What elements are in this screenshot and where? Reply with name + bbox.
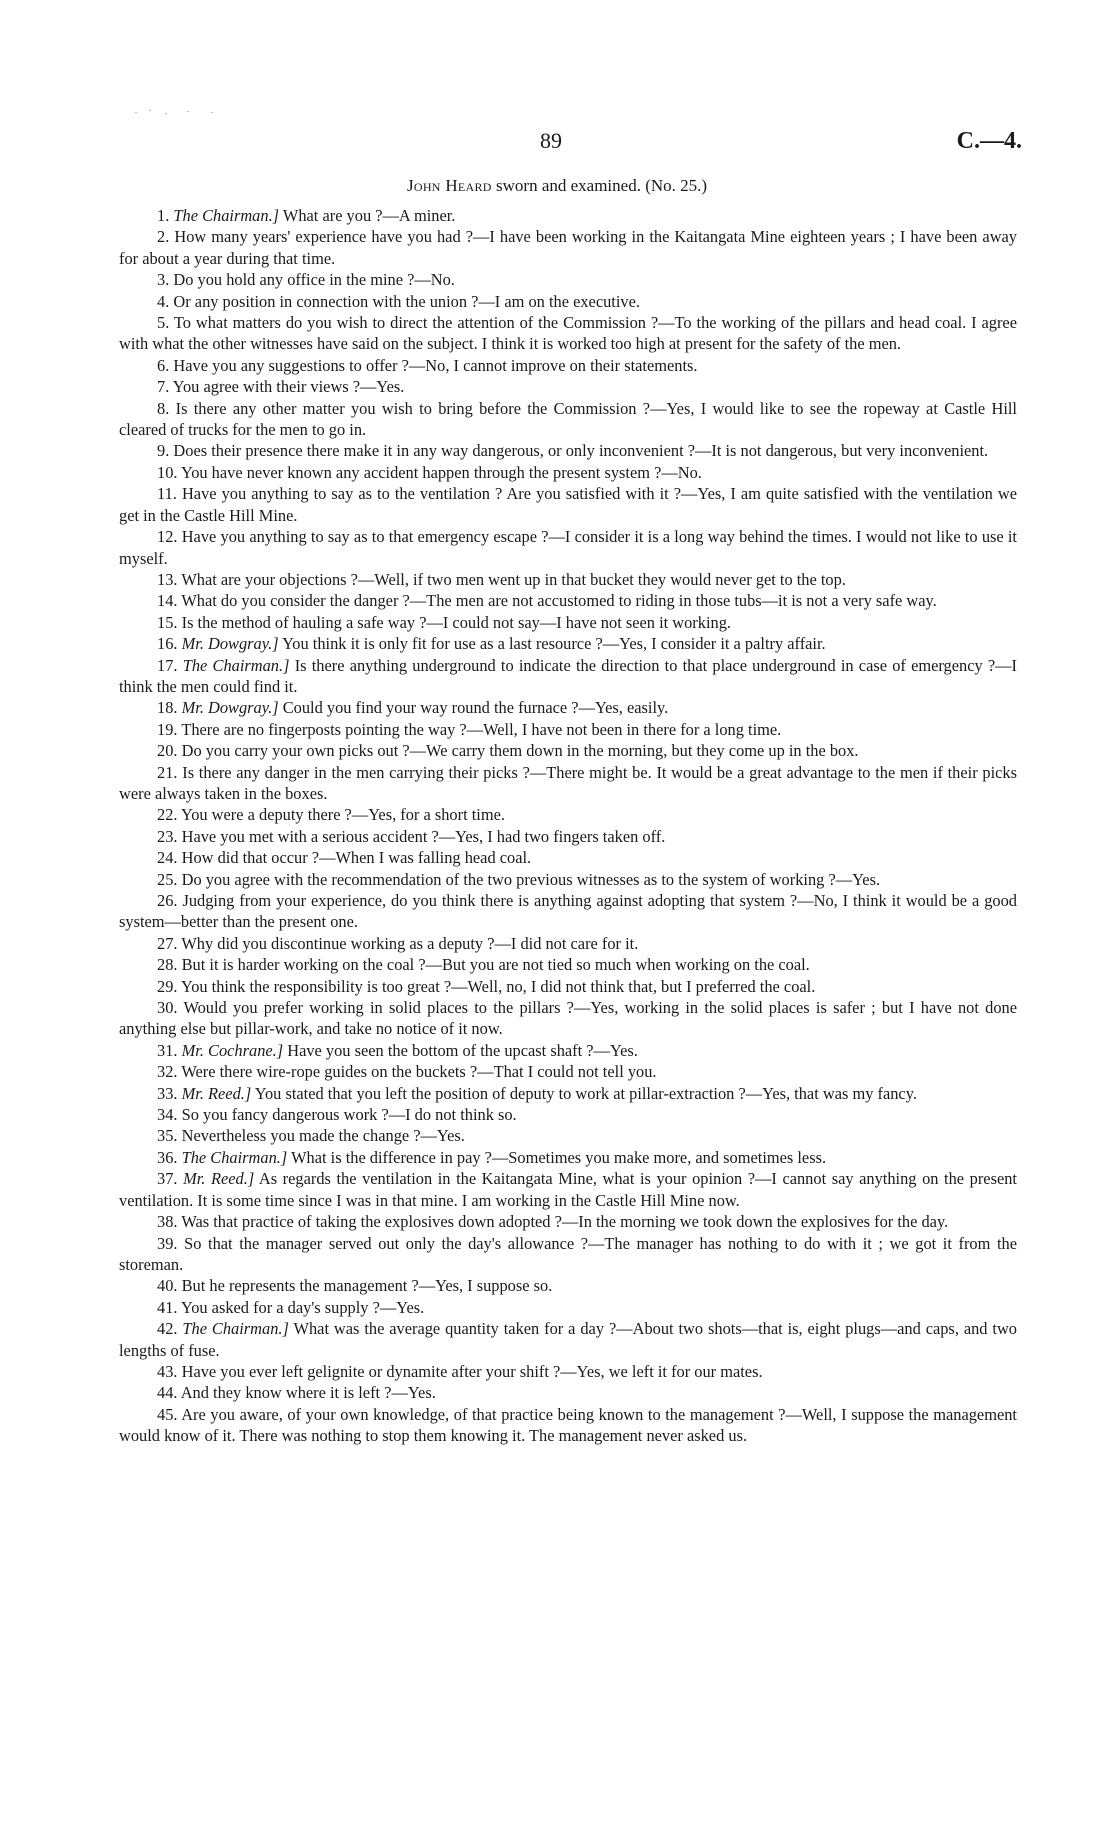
question-text: What do you consider the danger ?—The men are not accustomed to riding in those tubs—it is not a very safe way. bbox=[181, 591, 937, 611]
testimony-paragraph bbox=[119, 1168, 1017, 1211]
testimony-paragraph bbox=[119, 719, 1017, 740]
witness-name: John Heard bbox=[406, 176, 492, 195]
speaker-label: The Chairman.] bbox=[173, 206, 280, 225]
question-text: Do you carry your own picks out ?—We carry them down in the morning, but they come up in the box. bbox=[181, 741, 859, 761]
testimony-paragraph bbox=[119, 269, 1017, 290]
question-number: 38. bbox=[157, 1212, 178, 1232]
testimony-paragraph bbox=[119, 1147, 1017, 1168]
question-text: Nevertheless you made the change ?—Yes. bbox=[181, 1126, 465, 1146]
question-text: Was that practice of taking the explosives down adopted ?—In the morning we took down the explosives for the day. bbox=[181, 1212, 949, 1232]
question-number: 34. bbox=[157, 1105, 178, 1125]
speaker-label: The Chairman.] bbox=[182, 655, 290, 675]
testimony-paragraph bbox=[119, 1275, 1017, 1296]
question-number: 2. bbox=[157, 227, 170, 247]
question-number: 10. bbox=[157, 462, 178, 482]
question-text: So you fancy dangerous work ?—I do not think so. bbox=[181, 1105, 517, 1125]
testimony-paragraph bbox=[119, 462, 1017, 483]
testimony-paragraph bbox=[119, 1083, 1017, 1104]
testimony-paragraph bbox=[119, 205, 1017, 226]
testimony-paragraph bbox=[119, 954, 1017, 975]
question-text: You stated that you left the position of deputy to work at pillar-extraction ?—Yes, that was my fancy. bbox=[251, 1083, 917, 1103]
question-text: What was the average quantity taken for a day ?—About two shots—that is, eight plugs—and caps, and two lengths of fuse. bbox=[119, 1319, 1017, 1360]
testimony-paragraph bbox=[119, 762, 1017, 805]
testimony-paragraph bbox=[119, 1104, 1017, 1125]
testimony-paragraph bbox=[119, 890, 1017, 933]
speaker-label: Mr. Reed.] bbox=[181, 1083, 252, 1103]
testimony-paragraph bbox=[119, 933, 1017, 954]
speaker-label: Mr. Dowgray.] bbox=[181, 634, 279, 654]
question-number: 23. bbox=[157, 826, 178, 846]
question-number: 7. bbox=[157, 377, 170, 397]
question-text: You were a deputy there ?—Yes, for a short time. bbox=[181, 805, 505, 825]
question-text: Do you agree with the recommendation of the two previous witnesses as to the system of working ?—Yes. bbox=[181, 869, 881, 889]
question-text: Were there wire-rope guides on the buckets ?—That I could not tell you. bbox=[181, 1062, 657, 1082]
question-number: 1. bbox=[157, 206, 170, 225]
question-number: 36. bbox=[157, 1147, 178, 1167]
question-text: You asked for a day's supply ?—Yes. bbox=[181, 1297, 425, 1317]
question-number: 37. bbox=[157, 1169, 178, 1189]
question-number: 32. bbox=[157, 1062, 178, 1082]
question-number: 12. bbox=[157, 527, 178, 547]
testimony-paragraph bbox=[119, 633, 1017, 654]
testimony-paragraph bbox=[119, 398, 1017, 441]
testimony-paragraph bbox=[119, 590, 1017, 611]
question-text: And they know where it is left ?—Yes. bbox=[180, 1383, 436, 1403]
question-text: Why did you discontinue working as a deputy ?—I did not care for it. bbox=[181, 933, 639, 953]
question-text: Have you any suggestions to offer ?—No, I cannot improve on their statements. bbox=[173, 355, 698, 375]
question-text: You think the responsibility is too great ?—Well, no, I did not think that, but I preferred the coal. bbox=[181, 976, 816, 996]
question-number: 13. bbox=[157, 569, 178, 589]
testimony-paragraph bbox=[119, 655, 1017, 698]
testimony-paragraph bbox=[119, 612, 1017, 633]
question-text: There are no fingerposts pointing the way ?—Well, I have not been in there for a long time. bbox=[181, 719, 782, 739]
testimony-paragraph bbox=[119, 804, 1017, 825]
testimony-paragraph bbox=[119, 440, 1017, 461]
testimony-paragraph bbox=[119, 1061, 1017, 1082]
question-text: Judging from your experience, do you think there is anything against adopting that system ?—No, I think it would be a good system—better than the present one. bbox=[119, 891, 1017, 932]
question-number: 42. bbox=[157, 1319, 178, 1339]
testimony-paragraph bbox=[119, 1404, 1017, 1447]
question-number: 24. bbox=[157, 848, 178, 868]
heading-rest: sworn and examined. (No. 25.) bbox=[491, 176, 708, 195]
question-number: 3. bbox=[157, 270, 170, 290]
question-text: Have you ever left gelignite or dynamite after your shift ?—Yes, we left it for our mates. bbox=[181, 1361, 763, 1381]
question-number: 31. bbox=[157, 1040, 178, 1060]
testimony-paragraph bbox=[119, 976, 1017, 997]
question-number: 14. bbox=[157, 591, 178, 611]
testimony-paragraph bbox=[119, 697, 1017, 718]
question-text: Does their presence there make it in any way dangerous, or only inconvenient ?—It is not dangerous, but very inconvenient. bbox=[173, 441, 989, 461]
testimony-paragraph bbox=[119, 826, 1017, 847]
question-text: You think it is only fit for use as a last resource ?—Yes, I consider it a paltry affair. bbox=[278, 634, 826, 654]
question-number: 33. bbox=[157, 1083, 178, 1103]
testimony-paragraph bbox=[119, 1233, 1017, 1276]
question-text: You agree with their views ?—Yes. bbox=[172, 377, 405, 397]
testimony-paragraph bbox=[119, 1361, 1017, 1382]
testimony-paragraph bbox=[119, 997, 1017, 1040]
testimony-paragraph bbox=[119, 1297, 1017, 1318]
question-text: What are your objections ?—Well, if two men went up in that bucket they would never get to the top. bbox=[181, 569, 846, 589]
testimony-paragraph bbox=[119, 1211, 1017, 1232]
testimony-paragraph bbox=[119, 569, 1017, 590]
speaker-label: Mr. Reed.] bbox=[183, 1169, 255, 1189]
question-text: You have never known any accident happen through the present system ?—No. bbox=[181, 462, 702, 482]
testimony-paragraph bbox=[119, 355, 1017, 376]
page-number: 89 bbox=[540, 128, 562, 153]
question-number: 30. bbox=[157, 998, 178, 1018]
question-text: Have you anything to say as to the ventilation ? Are you satisfied with it ?—Yes, I am quite satisfied with the ventilation we get in the Castle Hill Mine. bbox=[119, 484, 1017, 525]
question-text: Would you prefer working in solid places to the pillars ?—Yes, working in the solid places is safer ; but I have not done anything else but pillar-work, and take no notice of it now. bbox=[119, 998, 1017, 1039]
question-number: 25. bbox=[157, 869, 178, 889]
question-number: 4. bbox=[157, 291, 170, 311]
question-number: 17. bbox=[157, 655, 178, 675]
question-text: Have you met with a serious accident ?—Yes, I had two fingers taken off. bbox=[181, 826, 666, 846]
question-text: Is there any other matter you wish to bring before the Commission ?—Yes, I would like to see the ropeway at Castle Hill cleared of trucks for the men to go in. bbox=[119, 398, 1017, 440]
question-number: 5. bbox=[157, 313, 170, 333]
question-number: 43. bbox=[157, 1361, 178, 1381]
question-number: 44. bbox=[157, 1383, 178, 1403]
question-text: But he represents the management ?—Yes, I suppose so. bbox=[181, 1276, 553, 1296]
question-number: 15. bbox=[157, 612, 178, 632]
question-number: 35. bbox=[157, 1126, 178, 1146]
scan-specks bbox=[135, 110, 225, 118]
testimony-paragraph bbox=[119, 1382, 1017, 1403]
question-number: 16. bbox=[157, 634, 178, 654]
question-text: Are you aware, of your own knowledge, of that practice being known to the management ?—Well, I suppose the management would know of it. There was nothing to stop them knowing it. The management never asked us. bbox=[119, 1404, 1017, 1446]
testimony-paragraph bbox=[119, 376, 1017, 397]
question-number: 29. bbox=[157, 976, 178, 996]
question-text: What is the difference in pay ?—Sometimes you make more, and sometimes less. bbox=[287, 1147, 827, 1167]
speaker-label: The Chairman.] bbox=[181, 1147, 288, 1167]
question-number: 40. bbox=[157, 1276, 178, 1296]
section-heading bbox=[0, 176, 1114, 196]
speaker-label: Mr. Cochrane.] bbox=[181, 1040, 284, 1060]
speaker-label: The Chairman.] bbox=[182, 1319, 289, 1339]
question-number: 9. bbox=[157, 441, 170, 461]
question-number: 6. bbox=[157, 355, 170, 375]
testimony-paragraph bbox=[119, 740, 1017, 761]
question-text: What are you ?—A miner. bbox=[279, 206, 456, 225]
question-number: 45. bbox=[157, 1404, 178, 1424]
question-text: As regards the ventilation in the Kaitangata Mine, what is your opinion ?—I cannot say anything on the present ventilation. It is some time since I was in that mine. I am working in the Castle Hill Mine now. bbox=[119, 1169, 1017, 1210]
question-text: Or any position in connection with the union ?—I am on the executive. bbox=[173, 291, 640, 311]
question-number: 41. bbox=[157, 1297, 178, 1317]
question-text: Is there anything underground to indicate the direction to that place underground in case of emergency ?—I think the men could find it. bbox=[119, 655, 1017, 696]
testimony-paragraph bbox=[119, 1318, 1017, 1361]
question-text: Do you hold any office in the mine ?—No. bbox=[173, 270, 455, 290]
testimony-paragraph bbox=[119, 483, 1017, 526]
testimony-paragraph bbox=[119, 312, 1017, 355]
question-number: 26. bbox=[157, 891, 178, 910]
question-text: To what matters do you wish to direct the attention of the Commission ?—To the working of the pillars and head coal. I agree with what the other witnesses have said on the subject. I think it is worked too high at present for the safety of the men. bbox=[119, 313, 1017, 354]
question-number: 27. bbox=[157, 933, 178, 953]
question-text: So that the manager served out only the day's allowance ?—The manager has nothing to do with it ; we got it from the storeman. bbox=[119, 1233, 1017, 1274]
question-number: 22. bbox=[157, 805, 178, 825]
question-number: 18. bbox=[157, 698, 178, 718]
testimony-paragraph bbox=[119, 526, 1017, 569]
question-text: How did that occur ?—When I was falling head coal. bbox=[181, 848, 532, 868]
page-header bbox=[0, 128, 1114, 158]
question-number: 19. bbox=[157, 719, 178, 739]
question-text: But it is harder working on the coal ?—But you are not tied so much when working on the coal. bbox=[181, 955, 810, 975]
question-text: Have you seen the bottom of the upcast shaft ?—Yes. bbox=[283, 1040, 638, 1060]
question-text: Is there any danger in the men carrying their picks ?—There might be. It would be a great advantage to the men if their picks were always taken in the boxes. bbox=[119, 762, 1017, 803]
testimony-paragraph bbox=[119, 291, 1017, 312]
question-number: 11. bbox=[157, 484, 177, 504]
question-number: 28. bbox=[157, 955, 178, 975]
testimony-paragraph bbox=[119, 1040, 1017, 1061]
question-text: Is the method of hauling a safe way ?—I could not say—I have not seen it working. bbox=[181, 612, 732, 632]
testimony-paragraph bbox=[119, 847, 1017, 868]
testimony-paragraph bbox=[119, 869, 1017, 890]
question-number: 20. bbox=[157, 741, 178, 761]
question-number: 21. bbox=[157, 762, 178, 782]
question-number: 39. bbox=[157, 1233, 178, 1253]
document-reference: C.—4. bbox=[956, 128, 1022, 154]
testimony-body bbox=[119, 205, 1017, 1447]
question-number: 8. bbox=[157, 398, 170, 418]
testimony-paragraph bbox=[119, 1125, 1017, 1146]
question-text: How many years' experience have you had ?—I have been working in the Kaitangata Mine eighteen years ; I have been away for about a year during that time. bbox=[119, 227, 1017, 268]
question-text: Have you anything to say as to that emergency escape ?—I consider it is a long way behind the times. I would not like to use it myself. bbox=[119, 527, 1017, 568]
testimony-paragraph bbox=[119, 226, 1017, 269]
question-text: Could you find your way round the furnace ?—Yes, easily. bbox=[278, 698, 669, 718]
speaker-label: Mr. Dowgray.] bbox=[181, 698, 279, 718]
